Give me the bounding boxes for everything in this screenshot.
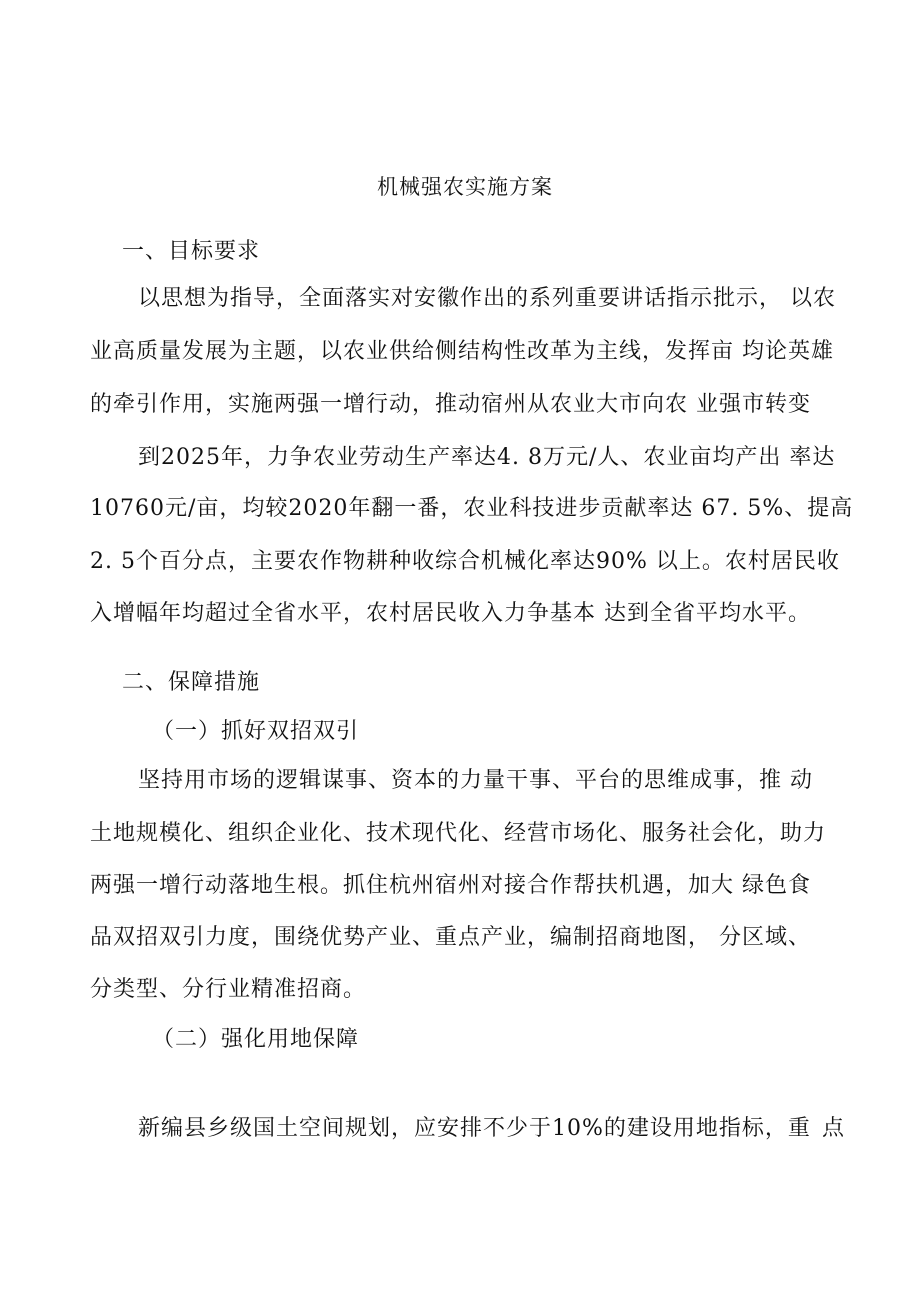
subsection-heading-land: （二）强化用地保障 xyxy=(152,1027,360,1052)
paragraph-line: 业高质量发展为主题，以农业供给侧结构性改革为主线，发挥亩 均论英雄 xyxy=(90,339,834,364)
paragraph-line: 两强一增行动落地生根。抓住杭州宿州对接合作帮扶机遇，加大 绿色食 xyxy=(90,873,811,898)
paragraph-line: 以思想为指导，全面落实对安徽作出的系列重要讲话指示批示， 以农 xyxy=(138,286,836,311)
subsection-heading-investment: （一）抓好双招双引 xyxy=(152,719,360,744)
paragraph-line: 2. 5个百分点，主要农作物耕种收综合机械化率达90% 以上。农村居民收 xyxy=(90,549,840,574)
paragraph-line-tail: 点 xyxy=(822,1116,846,1141)
paragraph-line: 分类型、分行业精准招商。 xyxy=(90,977,367,1002)
paragraph-line: 的牵引作用，实施两强一增行动，推动宿州从农业大市向农 业强市转变 xyxy=(90,392,811,417)
paragraph-line: 入增幅年均超过全省水平，农村居民收入力争基本 达到全省平均水平。 xyxy=(90,601,811,626)
document-title: 机械强农实施方案 xyxy=(377,175,553,199)
section-heading-measures: 二、保障措施 xyxy=(122,670,261,695)
paragraph-line: 新编县乡级国土空间规划，应安排不少于10%的建设用地指标，重 xyxy=(138,1116,811,1141)
paragraph-line: 10760元/亩，均较2020年翻一番，农业科技进步贡献率达 67. 5%、提高 xyxy=(90,496,854,521)
paragraph-line: 土地规模化、组织企业化、技术现代化、经营市场化、服务社会化，助力 xyxy=(90,821,827,846)
paragraph-line: 到2025年，力争农业劳动生产率达4. 8万元/人、农业亩均产出 率达 xyxy=(138,445,836,470)
paragraph-line: 坚持用市场的逻辑谋事、资本的力量干事、平台的思维成事，推 动 xyxy=(138,768,813,793)
section-heading-goals: 一、目标要求 xyxy=(122,239,261,264)
paragraph-line: 品双招双引力度，围绕优势产业、重点产业，编制招商地图， 分区域、 xyxy=(90,925,811,950)
